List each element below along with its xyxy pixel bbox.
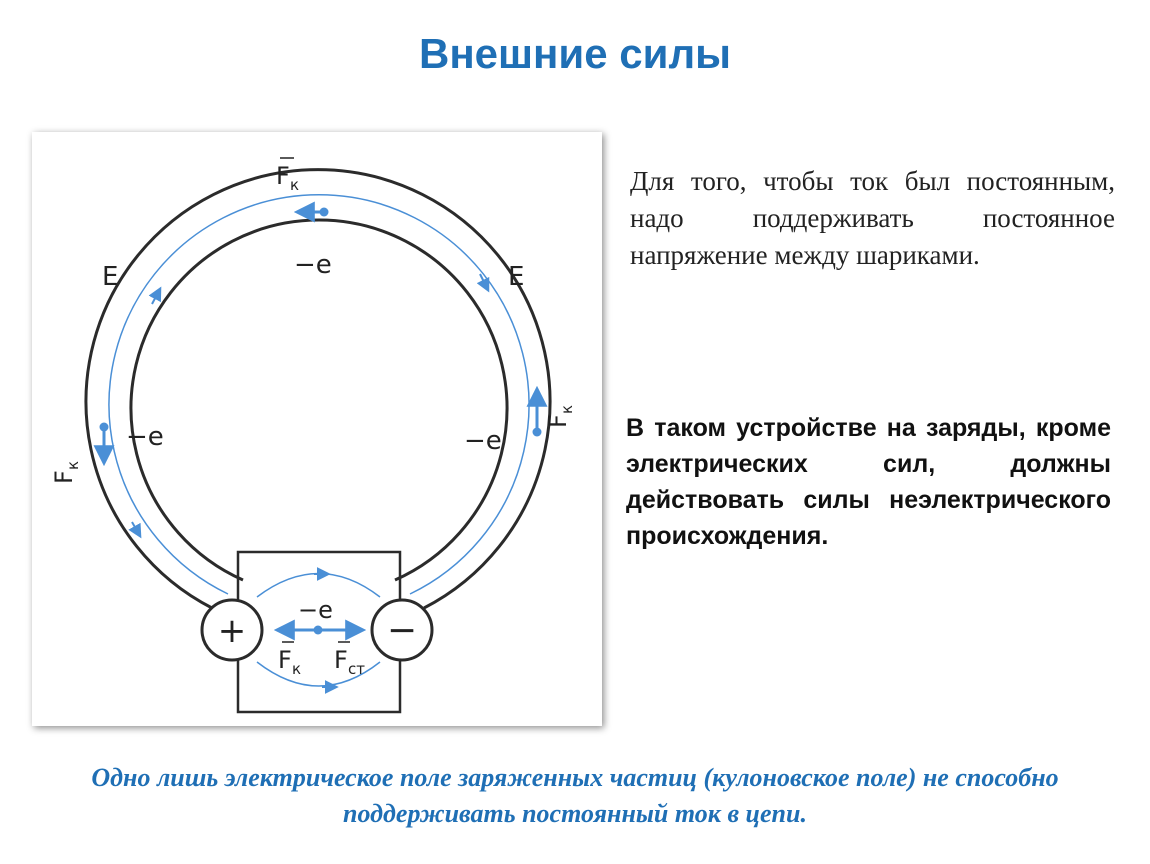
field-arrow-right — [480, 274, 488, 290]
label-fk-left — [50, 461, 82, 484]
footer-note: Одно лишь электрическое поле заряженных частиц (кулоновское поле) не способно поддерживать постоянный ток в цепи. — [91, 763, 1059, 828]
field-arrow-left — [152, 289, 160, 304]
label-electron-left: −e — [126, 422, 164, 452]
label-fst-inner — [334, 642, 365, 678]
svg-text:к: к — [292, 660, 302, 678]
svg-text:F: F — [334, 646, 348, 674]
label-fk-inner — [278, 642, 301, 678]
charge-top — [320, 208, 329, 217]
ring-outer — [86, 170, 550, 608]
svg-text:F: F — [278, 646, 292, 674]
circuit-diagram — [32, 132, 602, 726]
label-e-left: E — [102, 262, 119, 292]
svg-text:к: к — [558, 404, 576, 414]
label-minus: − — [386, 610, 418, 651]
label-e-right: E — [508, 262, 525, 292]
label-electron-right: −e — [464, 426, 502, 456]
svg-text:F: F — [544, 414, 572, 428]
charge-left — [100, 423, 109, 432]
paragraph-non-electric-forces: В таком устройстве на заряды, кроме электрических сил, должны действовать силы неэлектрического происхождения. — [626, 414, 1111, 550]
circuit-diagram-svg — [32, 132, 602, 726]
label-electron-inner: −e — [298, 596, 333, 624]
svg-text:ст: ст — [348, 660, 365, 678]
svg-text:к: к — [290, 176, 300, 194]
svg-text:F: F — [50, 470, 78, 484]
paragraph-constant-voltage: Для того, чтобы ток был постоянным, надо поддерживать постоянное напряжение между шариками. — [630, 166, 1115, 270]
label-fk-top — [276, 158, 299, 194]
svg-text:к: к — [64, 460, 82, 470]
label-electron-top: −e — [294, 250, 332, 280]
charge-inner — [314, 626, 323, 635]
field-arrow-bl — [132, 522, 140, 536]
svg-text:F: F — [276, 162, 290, 190]
charge-right — [533, 428, 542, 437]
label-plus: + — [217, 611, 247, 651]
slide-title: Внешние силы — [418, 30, 731, 77]
source-arc-top — [257, 574, 380, 598]
